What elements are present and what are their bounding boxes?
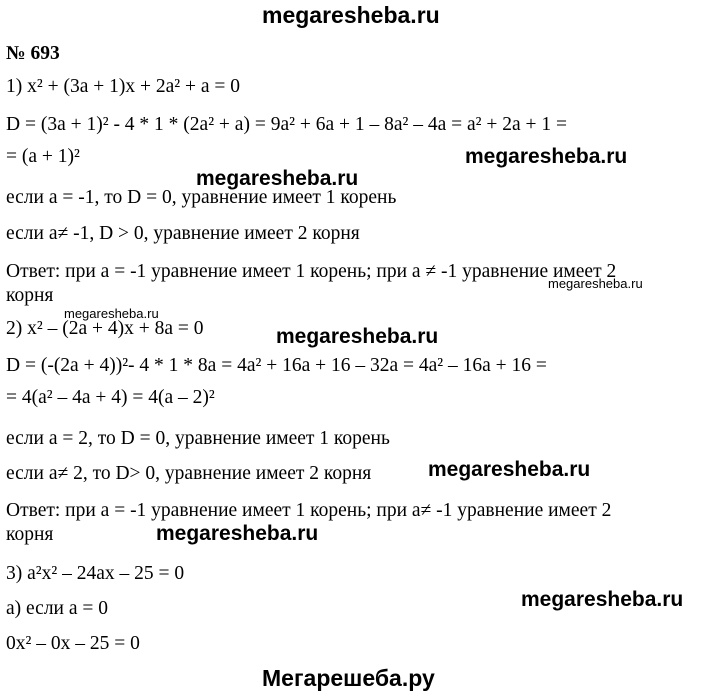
watermark: megaresheba.ru bbox=[64, 306, 159, 321]
part2-answer-line2: корня bbox=[6, 524, 54, 545]
watermark: megaresheba.ru bbox=[465, 145, 628, 168]
part3-case-a-equation: 0x² – 0x – 25 = 0 bbox=[6, 633, 140, 654]
watermark: megaresheba.ru bbox=[521, 588, 684, 611]
watermark: megaresheba.ru bbox=[548, 276, 643, 291]
part1-discriminant-line1: D = (3a + 1)² - 4 * 1 * (2a² + a) = 9a² + 6a + 1 – 8a² – 4a = a² + 2a + 1 = bbox=[6, 114, 568, 135]
part2-discriminant-line1: D = (-(2a + 4))²- 4 * 1 * 8a = 4a² + 16a + 16 – 32a = 4a² – 16a + 16 = bbox=[6, 355, 547, 376]
watermark: megaresheba.ru bbox=[156, 522, 319, 545]
part1-answer-line1: Ответ: при a = -1 уравнение имеет 1 корень; при a ≠ -1 уравнение имеет 2 bbox=[6, 261, 617, 282]
part3-equation: 3) a²x² – 24ax – 25 = 0 bbox=[6, 563, 185, 584]
part1-answer-line2: корня bbox=[6, 285, 54, 306]
part2-answer-line1: Ответ: при a = -1 уравнение имеет 1 корень; при a≠ -1 уравнение имеет 2 bbox=[6, 500, 612, 521]
watermark: megaresheba.ru bbox=[428, 458, 591, 481]
part3-case-a: а) если a = 0 bbox=[6, 598, 109, 619]
watermark-top: megaresheba.ru bbox=[262, 2, 440, 28]
part2-equation: 2) x² – (2a + 4)x + 8a = 0 bbox=[6, 318, 204, 339]
part1-equation: 1) x² + (3a + 1)x + 2a² + a = 0 bbox=[6, 76, 240, 97]
part1-discriminant-line2: = (a + 1)² bbox=[6, 146, 80, 167]
watermark: megaresheba.ru bbox=[276, 325, 439, 348]
watermark-bottom: Мегарешеба.ру bbox=[262, 665, 435, 691]
part2-case2: если a≠ 2, то D> 0, уравнение имеет 2 корня bbox=[6, 463, 372, 484]
problem-number: № 693 bbox=[6, 43, 60, 64]
part2-discriminant-line2: = 4(a² – 4a + 4) = 4(a – 2)² bbox=[6, 387, 215, 408]
part2-case1: если a = 2, то D = 0, уравнение имеет 1 корень bbox=[6, 428, 390, 449]
part1-case1: если a = -1, то D = 0, уравнение имеет 1 корень bbox=[6, 187, 397, 208]
watermark: megaresheba.ru bbox=[196, 167, 359, 190]
part1-case2: если a≠ -1, D > 0, уравнение имеет 2 корня bbox=[6, 223, 360, 244]
